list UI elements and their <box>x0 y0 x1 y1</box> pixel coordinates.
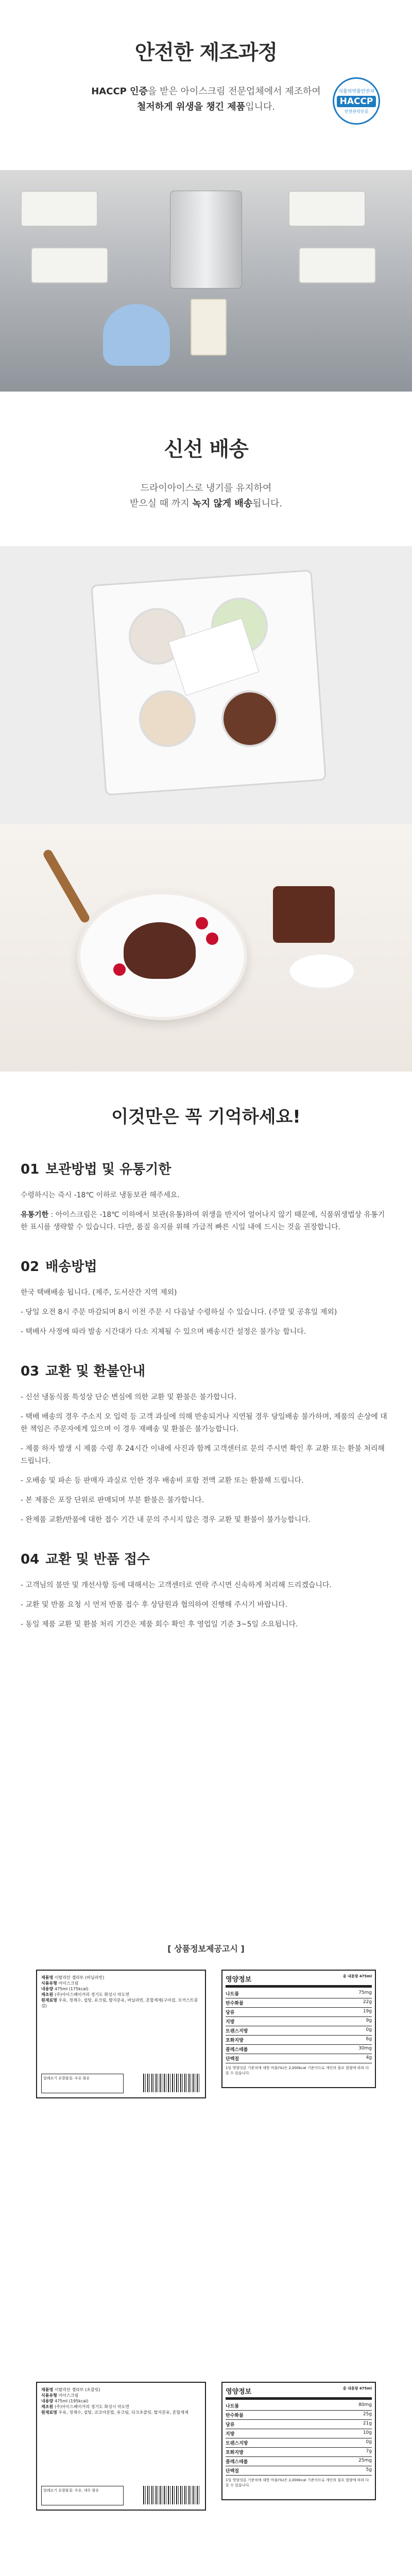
notice-strong: 유통기한 <box>21 1211 49 1219</box>
notice-number: 02 <box>21 1259 40 1275</box>
label-value: 475ml (175kcal) <box>54 1987 89 1991</box>
fresh-line2-end: 됩니다. <box>252 498 283 509</box>
notice-text: - 택배 배송의 경우 주소지 오 입력 등 고객 과실에 의해 반송되거나 지연될 경우 당일배송 불가하며, 제품의 손상에 대한 책임은 주문자에게 있으며 이 경우 재배송 및 환불은 불가능합니다. <box>21 1413 387 1433</box>
product-label-row <box>36 2382 376 2576</box>
nutrient-name: 포화지방 <box>226 2450 244 2455</box>
nutrition-facts <box>221 2382 376 2500</box>
notice-text: - 고객님의 불만 및 개선사항 등에 대해서는 고객센터로 연락 주시면 신속하게 처리해 드리겠습니다. <box>21 1581 332 1589</box>
nutrient-name: 나트륨 <box>226 2404 239 2409</box>
fresh-delivery-section <box>0 392 412 1072</box>
product-notice-section <box>0 1927 412 2576</box>
label-value: 우유, 정제수, 설탕, 코코아분말, 유크림, 다크초콜릿, 탈지분유, 혼합제제 <box>58 2410 188 2415</box>
notice-paragraph <box>21 1475 391 1487</box>
nutrition-row <box>226 2054 372 2063</box>
nutrient-value: 5g <box>366 2467 372 2472</box>
notice-text: - 오배송 및 파손 등 판매자 과실로 인한 경우 배송비 포함 전액 교환 또는 환불해 드립니다. <box>21 1477 304 1485</box>
notice-text: - 신선 냉동식품 특성상 단순 변심에 의한 교환 및 환불은 불가합니다. <box>21 1393 237 1401</box>
nutrient-value: 80mg <box>358 2402 372 2408</box>
serving-photo <box>0 824 412 1072</box>
nutrient-value: 25mg <box>358 2458 372 2463</box>
notice-heading <box>21 1361 391 1380</box>
label-value: 이탈리안 젤라또 (초콜릿) <box>54 2387 100 2392</box>
label-key: 내용량 <box>41 1987 55 1991</box>
notice-paragraph <box>21 1494 391 1506</box>
notice-paragraph <box>21 1514 391 1526</box>
label-value: (주)아이스베이커리 경기도 화성시 마도면 <box>54 1992 130 1997</box>
haccp-bold: HACCP 인증 <box>91 86 148 97</box>
barcode-icon <box>143 2074 200 2092</box>
label-value: 우유, 정제수, 설탕, 유크림, 탈지분유, 바닐라빈, 혼합제제(구아검, 로커스트콩검) <box>41 1998 198 2008</box>
filling-machine <box>170 191 242 289</box>
label-line <box>41 2410 201 2415</box>
nutrition-row <box>226 1989 372 1998</box>
nutrient-value: 19g <box>363 2009 372 2014</box>
remember-section <box>0 1072 412 1844</box>
nutrient-value: 4g <box>366 2055 372 2060</box>
notice-paragraph <box>21 1306 391 1318</box>
notice-title: 교환 및 반품 접수 <box>45 1552 150 1567</box>
nutrient-name: 당류 <box>226 2010 235 2015</box>
notice-paragraph <box>21 1443 391 1467</box>
nutrition-footnote: 1일 영양성분 기준치에 대한 비율(%)은 2,000kcal 기준이므로 개인의 필요 열량에 따라 다를 수 있습니다. <box>226 2066 369 2075</box>
label-line <box>41 1992 201 1997</box>
notice-body <box>21 1189 391 1233</box>
notice-text: 수령하시는 즉시 -18℃ 이하로 냉동보관 해주세요. <box>21 1191 180 1199</box>
nutrient-name: 탄수화물 <box>226 2001 244 2006</box>
nutrition-row <box>226 2017 372 2026</box>
raspberry <box>196 917 208 929</box>
notice-title: 배송방법 <box>45 1259 97 1275</box>
fresh-delivery-title: 신선 배송 <box>164 437 248 461</box>
hygiene-bold: 철저하게 위생을 챙긴 제품 <box>137 101 246 112</box>
nutrition-row <box>226 1998 372 2008</box>
notice-paragraph <box>21 1326 391 1338</box>
label-key: 내용량 <box>41 2399 55 2403</box>
nutrition-row <box>226 2448 372 2457</box>
remember-title: 이것만은 꼭 기억하세요! <box>111 1107 301 1127</box>
nutrient-name: 트랜스지방 <box>226 2029 248 2034</box>
notice-number: 04 <box>21 1552 40 1567</box>
label-key: 제품명 <box>41 2387 55 2392</box>
fresh-delivery-description <box>0 481 412 512</box>
fresh-line1: 드라이아이스로 냉기를 유지하여 <box>140 483 272 494</box>
ice-cream-tray <box>288 191 366 227</box>
label-line <box>41 2393 201 2398</box>
safe-production-section <box>0 0 412 392</box>
safe-production-title: 안전한 제조과정 <box>134 41 278 64</box>
nutrition-footnote: 1일 영양성분 기준치에 대한 비율(%)은 2,000kcal 기준이므로 개인의 필요 열량에 따라 다를 수 있습니다. <box>226 2478 369 2487</box>
nutrition-row <box>226 2466 372 2476</box>
safe-line1-rest: 을 받은 아이스크림 전문업체에서 제조하여 <box>147 86 321 97</box>
ice-cream-tray <box>299 247 376 283</box>
label-key: 식품유형 <box>41 2393 59 2398</box>
nutrient-value: 9g <box>366 2018 372 2023</box>
nutrient-name: 당류 <box>226 2422 235 2428</box>
nutrition-row <box>226 2026 372 2036</box>
label-line <box>41 2398 201 2404</box>
label-line <box>41 1997 201 2009</box>
label-line <box>41 2404 201 2410</box>
product-label-row <box>36 1970 376 2361</box>
nutrition-row <box>226 2008 372 2017</box>
nutrient-value: 75mg <box>358 1990 372 1995</box>
label-key: 원재료명 <box>41 2410 59 2415</box>
nutrient-name: 단백질 <box>226 2057 239 2062</box>
notice-paragraph <box>21 1209 391 1233</box>
label-key: 제품명 <box>41 1975 55 1980</box>
notice-text: - 교환 및 반품 요청 시 먼저 반품 접수 후 상담원과 협의하여 진행해 주시기 바랍니다. <box>21 1601 288 1609</box>
label-line <box>41 2387 201 2393</box>
nutrition-row <box>226 2457 372 2466</box>
nutrition-title: 영양정보 <box>226 1976 252 1984</box>
notice-text: - 당일 오전 8시 주문 마감되며 8시 이전 주문 시 다음날 수령하실 수 있습니다. (주말 및 공휴일 제외) <box>21 1308 337 1316</box>
wooden-spoon <box>42 848 91 924</box>
label-line <box>41 1975 201 1980</box>
nutrient-value: 0g <box>366 2027 372 2032</box>
side-bowl <box>288 953 355 989</box>
notice-text: - 완제품 교환/반품에 대한 접수 기간 내 문의 주시지 않은 경우 교환 및 환불이 불가능합니다. <box>21 1516 311 1524</box>
nutrition-row <box>226 2429 372 2438</box>
nutrient-name: 단백질 <box>226 2469 239 2474</box>
label-key: 식품유형 <box>41 1981 59 1986</box>
notice-text: : 아이스크림은 -18℃ 이하에서 보관(유통)하여 위생을 반지어 얼어나지 않기 때문에, 식품위생법상 유통기한 표시를 생략할 수 있습니다. 다만, 품질 유지를 위해 가급적 빠른 시일 내에 드시는 것을 권장합니다. <box>21 1211 385 1231</box>
nutrient-value: 7g <box>366 2449 372 2454</box>
label-value: 아이스크림 <box>58 2393 79 2398</box>
notice-text: - 택배사 사정에 따라 발송 시간대가 다소 지체될 수 있으며 배송시간 설정은 불가능 합니다. <box>21 1328 306 1336</box>
nutrition-title: 영양정보 <box>226 2388 252 2396</box>
product-label-card <box>36 2382 206 2511</box>
nutrient-name: 콜레스테롤 <box>226 2460 248 2465</box>
notice-body <box>21 1579 391 1631</box>
notice-body <box>21 1286 391 1338</box>
notice-text: - 동일 제품 교환 및 환불 처리 기간은 제품 회수 확인 후 영업일 기준 3~5일 소요됩니다. <box>21 1620 298 1629</box>
nutrient-value: 6g <box>366 2037 372 2042</box>
nutrient-name: 트랜스지방 <box>226 2441 248 2446</box>
safe-line2-rest: 입니다. <box>245 101 275 112</box>
nutrient-value: 25g <box>363 2412 372 2417</box>
barcode-icon <box>143 2486 200 2504</box>
haccp-mid-text: HACCP <box>337 96 376 107</box>
nutrition-facts <box>221 1970 376 2088</box>
notice-number: 01 <box>21 1162 40 1177</box>
nutrition-total: 총 내용량 475ml <box>342 1974 372 1978</box>
ice-cream-cup <box>191 299 227 355</box>
notice-title: 교환 및 환불안내 <box>45 1364 146 1379</box>
nutrition-row <box>226 2401 372 2411</box>
nutrient-value: 21g <box>363 2421 372 2426</box>
haccp-top-text: 식품의약품안전처 <box>338 89 374 94</box>
notice-paragraph <box>21 1286 391 1299</box>
notice-block <box>21 1159 391 1233</box>
ice-cream-tray <box>31 247 108 283</box>
chocolate-jar <box>273 886 335 943</box>
nutrient-name: 지방 <box>226 2432 235 2437</box>
nutrition-row <box>226 2420 372 2429</box>
delivery-box-photo <box>0 546 412 824</box>
notice-paragraph <box>21 1599 391 1611</box>
label-key: 제조원 <box>41 1992 55 1997</box>
label-value: (주)아이스베이커리 경기도 화성시 마도면 <box>54 2404 130 2409</box>
label-line <box>41 1986 201 1992</box>
product-notice-header: [ 상품정보제공고시 ] <box>167 1944 245 1954</box>
raspberry <box>206 933 218 945</box>
notice-paragraph <box>21 1579 391 1591</box>
notice-text: 한국 택배배송 됩니다. (제주, 도서산간 지역 제외) <box>21 1289 177 1297</box>
haccp-bottom-text: 안전관리인증 <box>344 109 369 114</box>
label-key: 원재료명 <box>41 1998 59 2003</box>
label-line <box>41 1980 201 1986</box>
notice-paragraph <box>21 1618 391 1631</box>
label-value: 아이스크림 <box>58 1981 79 1986</box>
allergy-alert: 알레르기 유발물질: 우유 함유 <box>41 2074 124 2093</box>
notice-text: - 제품 하자 발생 시 제품 수령 후 24시간 이내에 사진과 함께 고객센터로 문의 주시면 확인 후 교환 또는 환불 처리해 드립니다. <box>21 1445 385 1465</box>
notice-block <box>21 1256 391 1338</box>
notice-number: 03 <box>21 1364 40 1379</box>
ice-cream-tray <box>21 191 98 227</box>
notice-paragraph <box>21 1189 391 1201</box>
nutrient-name: 포화지방 <box>226 2038 244 2043</box>
gloved-hand <box>103 304 170 366</box>
notice-heading <box>21 1549 391 1568</box>
fresh-line2-rest: 받으실 때 까지 <box>129 498 193 509</box>
notice-body <box>21 1391 391 1526</box>
nutrition-row <box>226 2045 372 2054</box>
nutrient-name: 나트륨 <box>226 1992 239 1997</box>
nutrition-total: 총 내용량 475ml <box>342 2386 372 2391</box>
notice-block <box>21 1549 391 1631</box>
notice-heading <box>21 1256 391 1275</box>
nutrition-row <box>226 2438 372 2448</box>
nutrition-row <box>226 2411 372 2420</box>
nutrition-header <box>226 1974 372 1988</box>
nutrient-value: 30mg <box>358 2046 372 2051</box>
notice-title: 보관방법 및 유통기한 <box>45 1162 171 1177</box>
nutrient-name: 지방 <box>226 2020 235 2025</box>
notice-text: - 본 제품은 포장 단위로 판매되며 부분 환불은 불가합니다. <box>21 1496 204 1504</box>
nutrient-value: 22g <box>363 1999 372 2005</box>
nutrition-header <box>226 2386 372 2400</box>
label-key: 제조원 <box>41 2404 55 2409</box>
nutrient-value: 0g <box>366 2439 372 2445</box>
notice-paragraph <box>21 1411 391 1435</box>
notice-heading <box>21 1159 391 1178</box>
nutrient-name: 탄수화물 <box>226 2413 244 2418</box>
label-value: 이탈리안 젤라또 (바닐라빈) <box>54 1975 105 1980</box>
chocolate-heart <box>124 922 196 979</box>
fresh-line2-bold: 녹지 않게 배송 <box>192 498 253 509</box>
pint-chocolate <box>221 690 278 747</box>
notice-paragraph <box>21 1391 391 1403</box>
product-label-card <box>36 1970 206 2098</box>
label-value: 475ml (195kcal) <box>54 2399 89 2403</box>
pint-caramel <box>139 690 196 747</box>
notice-block <box>21 1361 391 1526</box>
nutrition-row <box>226 2036 372 2045</box>
factory-photo <box>0 170 412 392</box>
notice-list <box>21 1159 391 1631</box>
label-list <box>0 1970 412 2576</box>
nutrient-name: 콜레스테롤 <box>226 2047 248 2053</box>
allergy-alert: 알레르기 유발물질: 우유, 대두 함유 <box>41 2486 124 2505</box>
raspberry <box>113 963 126 976</box>
nutrient-value: 10g <box>363 2430 372 2435</box>
haccp-badge-icon <box>333 77 380 125</box>
